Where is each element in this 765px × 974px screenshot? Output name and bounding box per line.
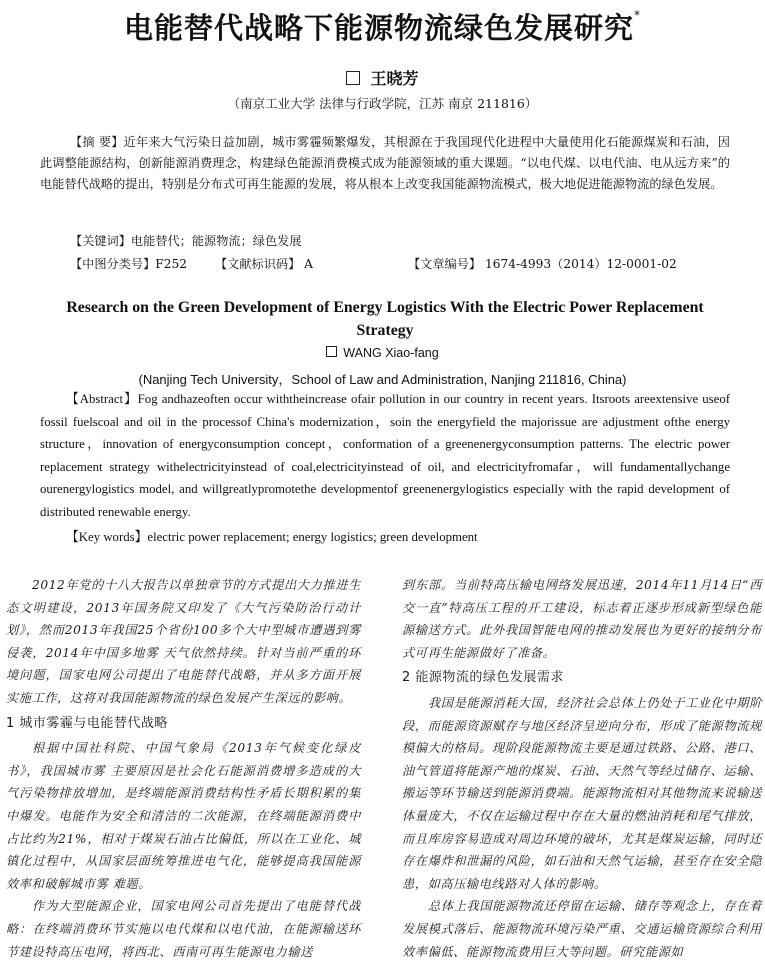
english-affiliation: (Nanjing Tech University，School of Law and Administration, Nanjing 211816, China) <box>138 372 627 387</box>
body-paragraph: 2012年党的十八大报告以单独章节的方式提出大力推进生态文明建设，2013年国务院又印发了《大气污染防治行动计划》，然而2013年我国25个省份100多个大中型城市遭遇到雾 侵袭，2014年中国多地雾 天气依然持续。针对当前严重的环境问题，国家电网公司提出了电能替代战略，并从多方面开展实施工作，这将对我国能源物流的绿色发展产生深远的影响。 <box>6 578 361 705</box>
section-heading-2: 2 能源物流的绿色发展需求 <box>402 670 564 686</box>
author-box-icon <box>346 71 360 85</box>
english-author-name: WANG Xiao-fang <box>343 346 439 360</box>
section-heading-1: 1 城市雾霾与电能替代战略 <box>6 715 168 731</box>
body-paragraph: 我国是能源消耗大国，经济社会总体上仍处于工业化中期阶段，而能源资源赋存与地区经济呈逆向分布，形成了能源物流规模偏大的格局。现阶段能源物流主要是通过铁路、公路、港口、油气管道将能源产地的煤炭、石油、天然气等经过储存、运输、搬运等环节输送到能源消费端。能源物流相对其他物流来说输送体量庞大，不仅在运输过程中存在大量的燃油消耗和尾气排放，而且库房容易造成对周边环境的破坏，尤其是煤炭运输，同时还存在爆炸和泄漏的风险，如石油和天然气运输，甚至存在安全隐患，如高压输电线路对人体的影响。 <box>402 695 762 891</box>
paper-title <box>0 6 765 47</box>
article-number: 【文章编号】 1674-4993（2014）12-0001-02 <box>408 257 677 271</box>
document-code: 【文献标识码】 A <box>215 257 313 271</box>
author-box-icon-en <box>326 346 337 357</box>
english-keywords: 【Key words】electric power replacement; energy logistics; green development <box>66 530 478 544</box>
body-paragraph: 总体上我国能源物流还停留在运输、储存等观念上，存在着发展模式落后、能源物流环境污染严重、交通运输资源综合利用效率偏低、能源物流费用巨大等问题。研究能源如 <box>402 899 762 959</box>
affiliation: （南京工业大学 法律与行政学院，江苏 南京 211816） <box>227 96 538 111</box>
title-footnote-mark: * <box>634 8 641 22</box>
title-text: 电能替代战略下能源物流绿色发展研究 <box>123 11 634 45</box>
clc-number: 【中图分类号】F252 <box>70 257 188 271</box>
body-right-column <box>402 574 762 963</box>
author-name: 王晓芳 <box>370 69 419 88</box>
author-line <box>0 66 765 89</box>
body-paragraph: 作为大型能源企业，国家电网公司首先提出了电能替代战略：在终端消费环节实施以电代煤和以电代油，在能源输送环节建设特高压电网，将西北、西南可再生能源电力输送 <box>6 899 361 959</box>
body-left-column <box>6 574 361 963</box>
english-title: Research on the Green Development of Energy Logistics With the Electric Power Replacement Strategy <box>66 299 704 339</box>
keywords-cn: 【关键词】电能替代；能源物流；绿色发展 <box>70 234 302 248</box>
body-paragraph: 到东部。当前特高压输电网络发展迅速，2014年11月14日“西交一直”特高压工程的开工建设，标志着正逐步形成新型绿色能源输送方式。此外我国智能电网的推动发展也为更好的接纳分布式可再生能源做好了准备。 <box>402 578 762 660</box>
abstract-cn: 【摘 要】近年来大气污染日益加剧，城市雾霾频繁爆发，其根源在于我国现代化进程中大量使用化石能源煤炭和石油，因此调整能源结构，创新能源消费理念，构建绿色能源消费模式成为能源领域的重大课题。“以电代煤、以电代油、电从远方来”的电能替代战略的提出，特别是分布式可再生能源的发展，将从根本上改变我国能源物流模式，极大地促进能源物流的绿色发展。 <box>40 135 730 191</box>
body-paragraph: 根据中国社科院、中国气象局《2013年气候变化绿皮书》，我国城市雾 主要原因是社会化石能源消费增多造成的大气污染物排放增加，是终端能源消费结构性矛盾长期积累的集中爆发。电能作为安全和清洁的二次能源，在终端能源消费中占比约为21%，相对于煤炭石油占比偏低，所以在工业化、城镇化过程中，从国家层面统筹推进电气化，能够提高我国能源效率和破解城市雾 难题。 <box>6 741 361 891</box>
english-abstract: 【Abstract】Fog andhazeoften occur withtheincrease ofair pollution in our country in recent years. Itsroots areextensive useof fossil fuelscoal and oil in the processof China's modernization，soin the energyfield the majorissue are adjustment ofthe energy structure，innovation of energyconsumption concept，conformation of a greenenergyconsumption patterns. The electric power replacement strategy withelectricityinstead of coal,electricityinstead of oil, and electricityfromafar，will fundamentallychange ourenergylogistics model, and willgreatlypromotethe developmentof greenenergylogistics especially with the rapid development of distributed renewable energy. <box>40 392 730 519</box>
classification-line <box>70 255 677 272</box>
english-author-line <box>0 346 765 360</box>
